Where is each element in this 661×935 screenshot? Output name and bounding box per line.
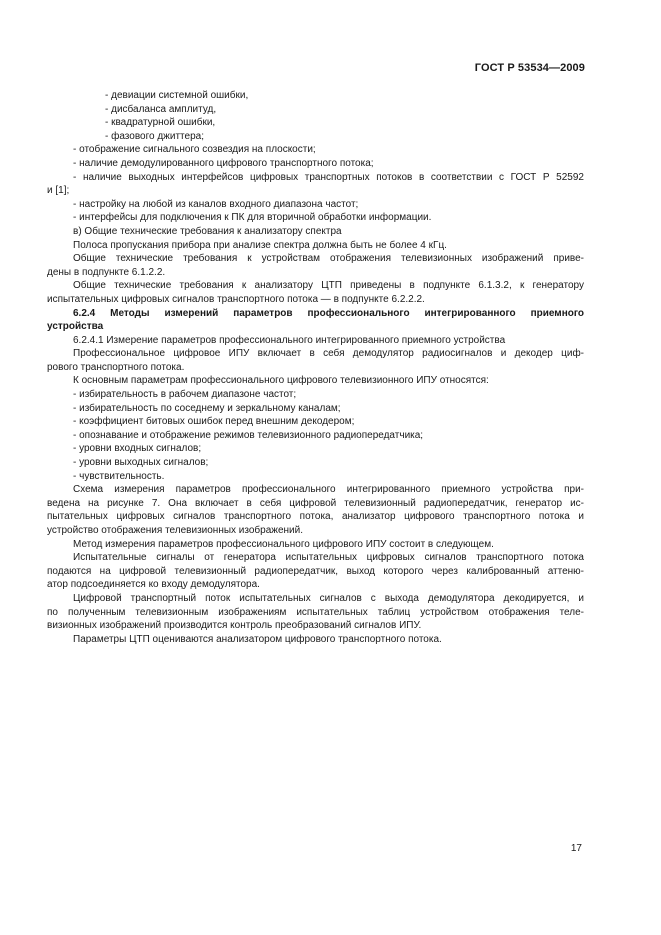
page-number: 17 — [570, 843, 582, 854]
text-line: Цифровой транспортный поток испытательных сигналов с выхода демодулятора декодируется, и — [73, 592, 584, 604]
text-line: испытательных цифровых сигналов транспортного потока — в подпункте 6.2.2.2. — [47, 293, 425, 305]
text-line: Общие технические требования к анализатору ЦТП приведены в подпункте 6.1.3.2, к генератору — [73, 280, 584, 292]
text-line: - наличие демодулированного цифрового транспортного потока; — [73, 157, 374, 169]
text-line: дены в подпункте 6.1.2.2. — [47, 266, 166, 278]
text-line: ведена на рисунке 7. Она включает в себя цифровой телевизионный радиопередатчик, генератор ис- — [47, 497, 584, 509]
text-line: - избирательность в рабочем диапазоне частот; — [73, 389, 297, 401]
text-line: визионных изображений производится контроль преобразований сигналов ИПУ. — [47, 620, 422, 632]
text-line: - коэффициент битовых ошибок перед внешним декодером; — [73, 416, 355, 428]
text-line: - дисбаланса амплитуд, — [105, 103, 217, 115]
text-line: подаются на цифровой телевизионный радиопередатчик, выход которого через калиброванный аттеню- — [47, 565, 584, 577]
text-line: атор подсоединяется ко входу демодулятора. — [47, 579, 260, 591]
text-line: в) Общие технические требования к анализатору спектра — [73, 225, 342, 237]
text-line: - уровни входных сигналов; — [73, 443, 202, 455]
text-line: рового транспортного потока. — [47, 361, 185, 373]
text-line: Профессиональное цифровое ИПУ включает в себя демодулятор радиосигналов и декодер циф- — [73, 348, 584, 360]
text-line: и [1]; — [47, 185, 70, 197]
text-line: по полученным телевизионным изображениям испытательных таблиц устройством отображения теле- — [47, 606, 584, 618]
document-code-header: ГОСТ Р 53534—2009 — [474, 62, 585, 74]
text-line: - отображение сигнального созвездия на плоскости; — [73, 144, 316, 156]
text-line: 6.2.4.1 Измерение параметров профессионального интегрированного приемного устройства — [73, 334, 506, 346]
text-line: Испытательные сигналы от генератора испытательных цифровых сигналов транспортного потока — [73, 552, 584, 564]
text-line: устройства — [47, 321, 104, 333]
text-line: - интерфейсы для подключения к ПК для вторичной обработки информации. — [73, 212, 432, 224]
text-line: Метод измерения параметров профессионального цифрового ИПУ состоит в следующем. — [73, 538, 494, 550]
text-line: - наличие выходных интерфейсов цифровых транспортных потоков в соответствии с ГОСТ Р 52592 — [73, 171, 584, 183]
text-line: Параметры ЦТП оцениваются анализатором цифрового транспортного потока. — [73, 633, 442, 645]
text-line: - квадратурной ошибки, — [105, 117, 216, 129]
text-line: - уровни выходных сигналов; — [73, 457, 209, 469]
text-line: - фазового джиттера; — [105, 130, 204, 142]
text-line: Полоса пропускания прибора при анализе спектра должна быть не более 4 кГц. — [73, 239, 447, 251]
text-line: 6.2.4 Методы измерений параметров профессионального интегрированного приемного — [73, 307, 584, 319]
text-line: - чувствительность. — [73, 470, 165, 482]
text-line: - девиации системной ошибки, — [105, 90, 249, 101]
text-line: Схема измерения параметров профессионального интегрированного приемного устройства при- — [73, 484, 584, 496]
text-line: К основным параметрам профессионального цифрового телевизионного ИПУ относятся: — [73, 375, 489, 387]
text-line: Общие технические требования к устройствам отображения телевизионных изображений приве- — [73, 253, 584, 265]
document-body — [47, 89, 584, 646]
text-line: - настройку на любой из каналов входного диапазона частот; — [73, 198, 359, 210]
text-line: пытательных цифровых сигналов транспортного потока, анализатор цифрового транспортного потока и — [47, 511, 584, 523]
text-line: устройство отображения телевизионных изображений. — [47, 525, 304, 536]
text-line: - избирательность по соседнему и зеркальному каналам; — [73, 402, 341, 414]
text-line: - опознавание и отображение режимов телевизионного радиопередатчика; — [73, 429, 424, 441]
